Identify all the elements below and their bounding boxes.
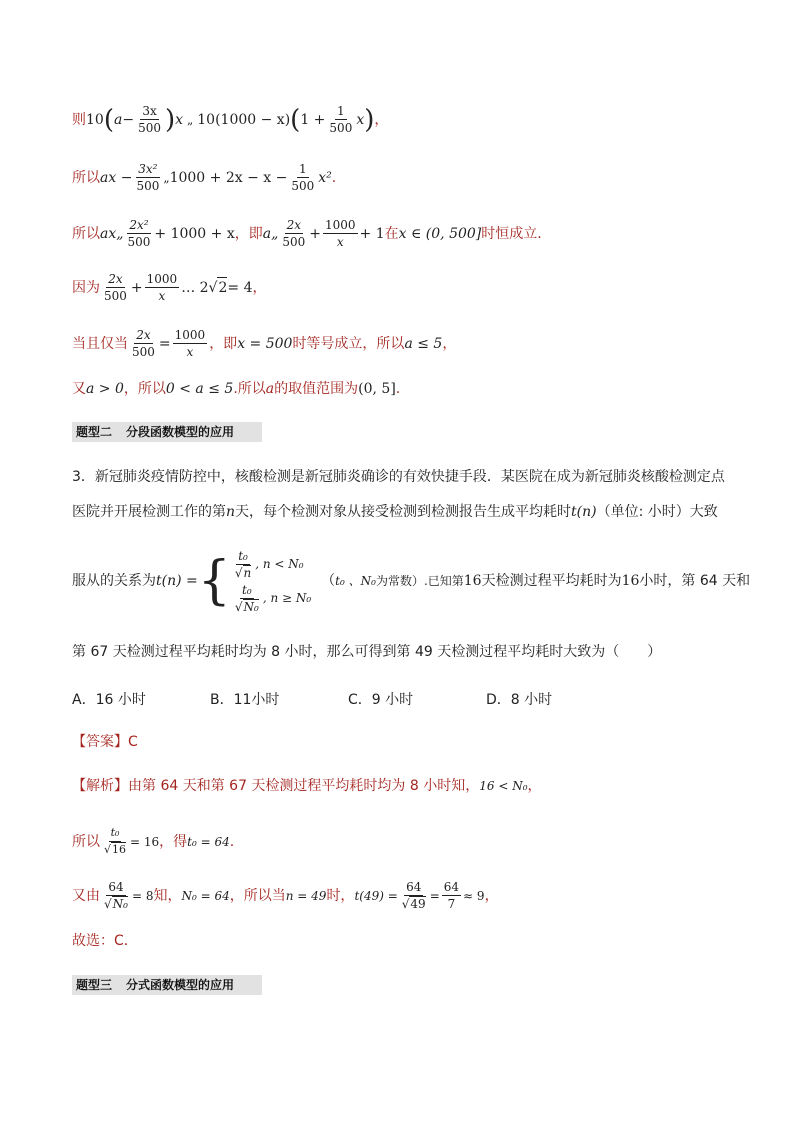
math: ax„ [100,225,124,242]
fraction: $\frac{2x}{500}$ [132,328,155,359]
text: ， [442,335,457,352]
section-label: 题型二 [76,425,113,439]
text: ， [252,279,267,296]
text: ， [374,111,389,128]
analysis-line-1 [72,776,542,796]
text: 又由 [72,887,100,904]
math: t(49) = [354,888,398,903]
section-title: 分段函数模型的应用 [126,425,235,439]
question-3-line-3 [72,545,750,617]
question-3-line-1 [72,467,725,487]
text: 时等号成立，所以 [292,335,405,352]
math: 16 [463,573,482,589]
analysis-line-2 [72,826,234,857]
text: 的取值范围为 [274,381,359,397]
math: = 8 [131,888,154,903]
section-title: 分式函数模型的应用 [126,978,235,992]
text: 服从的关系为 [72,573,156,589]
text: （ [321,573,336,589]
text: （单位: 小时）大致 [596,504,718,520]
section-header-2 [72,422,262,442]
answer-value: C [128,734,138,750]
text: 天检测过程平均耗时为 [481,573,622,589]
text: .所以 [233,381,266,397]
text: ，得 [159,833,188,850]
text: ， [527,778,542,794]
option-d[interactable]: D．8 小时 [486,692,553,708]
math: 10 [86,111,104,128]
paren-close: ) [364,104,375,135]
analysis-label: 【解析】 [72,778,128,794]
text: . [395,381,401,397]
case-2: $\frac{\text{t₀}}{\text{√N₀}}$ , n ≥ N₀ [234,582,312,614]
text: 为常数）.已知第 [375,574,464,588]
solution-line-1 [72,104,388,135]
text: ， [484,887,499,904]
fraction: $\frac{1}{500}$ [291,162,315,193]
text: 医院并开展检测工作的第 [72,504,226,520]
solution-line-4: 因为 $\frac{2x}{500}$ + $\frac{1000}{x}$ … 2 √ 2 = 4 ， [72,272,267,303]
math: t(n) = [156,573,198,589]
math: a > 0 [86,381,124,397]
math: (0, 5] [358,381,396,397]
text: ，即 [209,335,238,352]
fraction: $\frac{1000}{x}$ [174,328,206,359]
fraction: $\frac{1}{500}$ [329,104,353,135]
math: N₀ = 64 [181,888,230,903]
option-c[interactable]: C．9 小时 [348,692,414,708]
math: t₀ 、N₀ [335,574,376,588]
math: 10(1000 − x) [197,111,291,128]
math: n [226,504,236,520]
solution-line-2 [72,162,336,193]
math: t(n) [571,504,597,520]
math: 2 [217,277,227,298]
text: 3．新冠肺炎疫情防控中，核酸检测是新冠肺炎确诊的有效快捷手段．某医院在成为新冠肺炎核酸检测定点 [72,469,725,485]
fraction: $\frac{1000}{x}$ [146,272,178,303]
math: 16 [621,573,640,589]
answer-line [72,732,138,752]
fraction: $\frac{3x}{500}$ [138,104,161,135]
brace: { [197,551,231,611]
math: + 1 [359,225,385,242]
text: . [229,833,235,850]
option-b[interactable]: B．11小时 [210,692,280,708]
math: „ [187,112,194,127]
section-header-3 [72,975,262,995]
math: = [429,888,440,903]
fraction: $\frac{\text{2x²}}{500}$ [127,218,151,249]
option-a[interactable]: A．16 小时 [72,692,146,708]
math: … 2 [181,279,209,296]
math: a ≤ 5 [404,335,443,352]
paren-close: ) [164,104,176,135]
math: = 16 [130,834,160,849]
analysis-line-3 [72,880,499,911]
fraction: $\frac{2x}{500}$ [282,218,306,249]
text: 所以 [72,225,100,242]
fraction: $\frac{2x}{500}$ [104,272,127,303]
text: 所以 [72,833,100,850]
math: 16 < N₀ [479,779,528,793]
text: 当且仅当 [72,335,128,352]
math: t₀ = 64 [187,834,230,849]
text: 由第 64 天和第 67 天检测过程平均耗时均为 8 小时知， [128,778,480,794]
math: 1 + [300,111,326,128]
text: 小时，第 64 天和 [639,573,751,589]
math: + [130,279,143,296]
math: ax − [100,169,133,186]
text: 则 [72,111,86,128]
math: n = 49 [285,888,327,903]
text: 在 [384,225,399,242]
math: x² [318,169,332,186]
piecewise-cases [231,547,311,615]
text: . [331,169,337,186]
math: a [113,111,123,128]
math: + 1000 + x [154,225,235,242]
math: x ∈ (0, 500] [398,225,482,242]
text: 所以 [72,169,100,186]
fraction: $\frac{64}{\text{√N₀}}$ [104,880,128,911]
math: x [356,111,365,128]
math: + [309,225,321,242]
fraction: $\frac{\text{3x²}}{500}$ [136,162,160,193]
text: 故选：C． [72,933,138,949]
text: ，即 [234,225,263,242]
case-1: $\frac{\text{t₀}}{√n}$ , n < N₀ [234,548,304,580]
paren-open: ( [290,104,301,135]
question-3-line-4 [72,642,661,662]
analysis-line-4 [72,931,138,951]
math: „ [163,170,170,185]
text: 第 67 天检测过程平均耗时均为 8 小时，那么可得到第 49 天检测过程平均耗时大致为（ ） [72,644,662,660]
text: ，所以当 [229,887,286,904]
text: 天，每个检测对象从接受检测到检测报告生成平均耗时 [235,504,572,520]
answer-label: 【答案】 [72,734,128,750]
math: = 4 [227,279,253,296]
text: 时， [326,887,355,904]
fraction: $\frac{\text{t₀}}{√16}$ [104,826,127,856]
fraction: $\frac{64}{√49}$ [401,880,426,911]
math: 0 < a ≤ 5 [165,381,234,397]
text: 知， [153,887,182,904]
fraction: $\frac{64}{7}$ [443,880,460,911]
solution-line-6 [72,379,400,399]
text: 因为 [72,279,100,296]
solution-line-5 [72,328,456,359]
math: x = 500 [237,335,293,352]
math: a [265,381,275,397]
math: x [175,111,184,128]
text: 又 [72,381,86,397]
text: ，所以 [123,381,166,397]
paren-open: ( [103,104,114,135]
math: ≈ 9 [463,888,485,903]
math: − [122,111,135,128]
solution-line-3 [72,218,542,249]
question-3-line-2 [72,502,718,522]
fraction: $\frac{1000}{x}$ [325,218,356,249]
math: a„ [262,225,279,242]
math: 1000 + 2x − x − [169,169,288,186]
math: = [158,335,171,352]
text: 时恒成立. [481,225,542,242]
section-label: 题型三 [76,978,113,992]
